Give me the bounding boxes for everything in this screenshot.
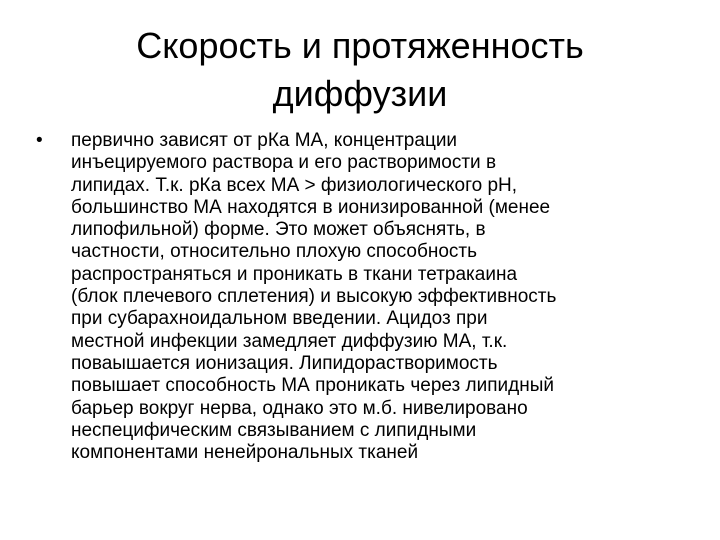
bullet-text-line: первично зависят от рКа МА, концентрации: [71, 130, 458, 151]
bullet-text-line: частности, относительно плохую способность: [71, 241, 478, 263]
bullet-text-line: липидах. Т.к. рКа всех МА > физиологического рН,: [71, 174, 518, 196]
bullet-text-line: неспецифическим связыванием с липидными: [71, 419, 477, 441]
bullet-text-line: распространяться и проникать в ткани тетракаина: [71, 263, 518, 285]
bullet-item: [36, 130, 676, 464]
slide-title-line-1: Скорость и протяженность: [136, 25, 584, 66]
bullet-marker: •: [36, 130, 43, 151]
bullet-text-line: поваышается ионизация. Липидорастворимость: [71, 352, 498, 374]
bullet-text-line: повышает способность МА проникать через липидный: [71, 375, 554, 397]
slide-title-line-2: диффузии: [272, 73, 448, 114]
bullet-text-line: местной инфекции замедляет диффузию МА, т.к.: [71, 330, 508, 352]
slide-title: [60, 22, 660, 118]
bullet-text: [71, 130, 676, 464]
bullet-text-line: липофильной) форме. Это может объяснять, в: [71, 219, 486, 241]
bullet-text-line: при субарахноидальном введении. Ацидоз при: [71, 308, 488, 330]
bullet-text-line: большинство МА находятся в ионизированной (менее: [71, 196, 551, 218]
bullet-list: [36, 130, 676, 464]
bullet-text-line: барьер вокруг нерва, однако это м.б. нивелировано: [71, 397, 528, 419]
bullet-text-line: (блок плечевого сплетения) и высокую эффективность: [71, 286, 557, 308]
bullet-text-line: инъецируемого раствора и его растворимости в: [71, 152, 497, 174]
bullet-text-line: компонентами ненейрональных тканей: [71, 442, 419, 464]
